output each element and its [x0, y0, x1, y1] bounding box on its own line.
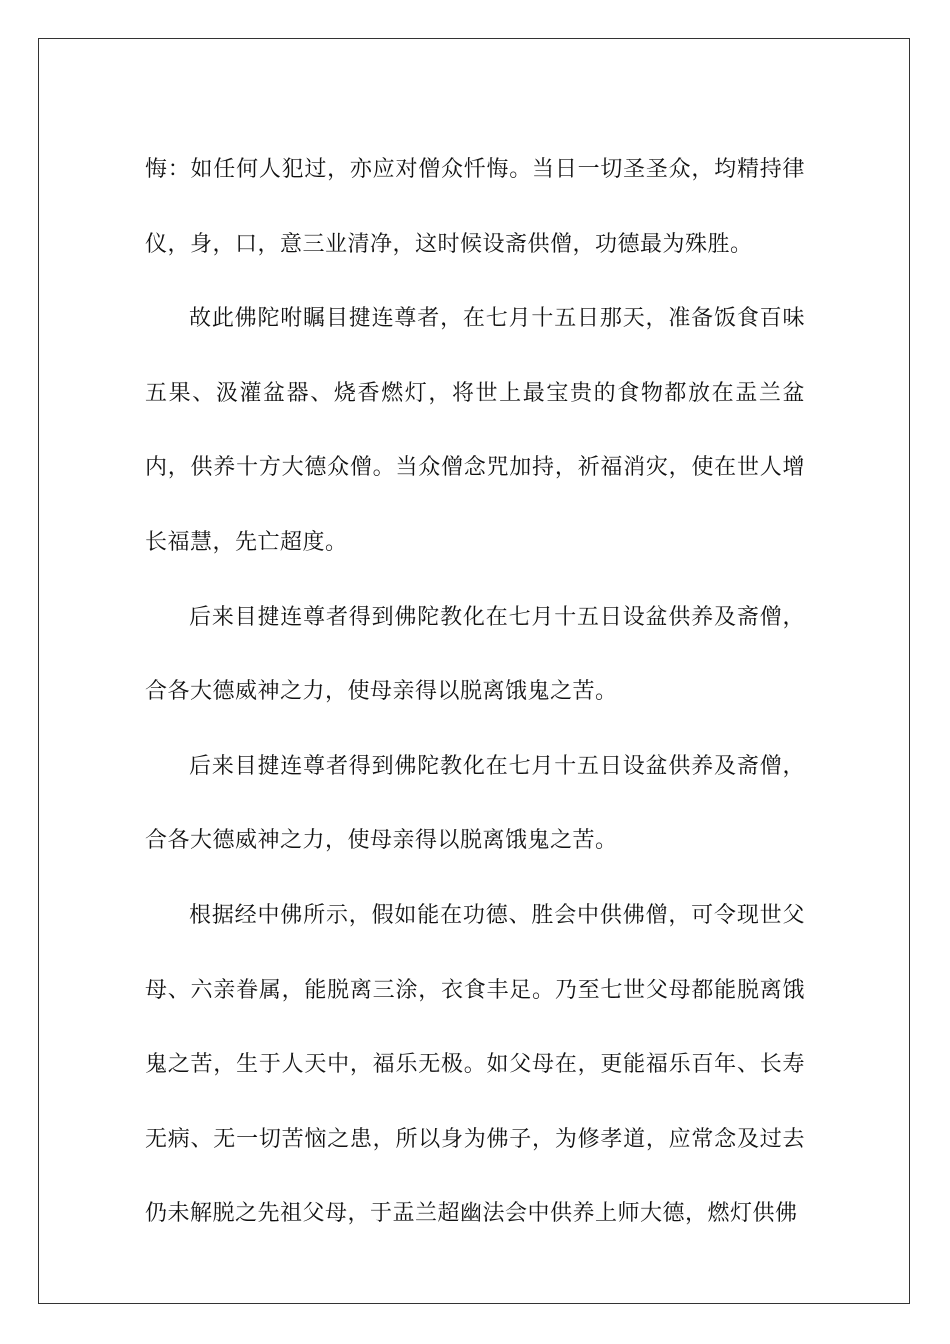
document-body: [145, 133, 805, 1252]
paragraph-2: 故此佛陀咐瞩目揵连尊者，在七月十五日那天，准备饭食百味五果、汲灌盆器、烧香燃灯，将世上最宝贵的食物都放在盂兰盆内，供养十方大德众僧。当众僧念咒加持，祈福消灾，使在世人增长福慧，先亡超度。: [145, 306, 805, 555]
paragraph-5: 根据经中佛所示，假如能在功德、胜会中供佛僧，可令现世父母、六亲眷属，能脱离三涂，衣食丰足。乃至七世父母都能脱离饿鬼之苦，生于人天中，福乐无极。如父母在，更能福乐百年、长寿无病、无一切苦恼之患，所以身为佛子，为修孝道，应常念及过去仍未解脱之先祖父母，于盂兰超幽法会中供养上师大德，燃灯供佛: [145, 902, 805, 1227]
paragraph-3: 后来目揵连尊者得到佛陀教化在七月十五日设盆供养及斋僧，合各大德威神之力，使母亲得以脱离饿鬼之苦。: [145, 604, 805, 705]
paragraph-4: 后来目揵连尊者得到佛陀教化在七月十五日设盆供养及斋僧，合各大德威神之力，使母亲得以脱离饿鬼之苦。: [145, 753, 805, 854]
paragraph-1: 悔：如任何人犯过，亦应对僧众忏悔。当日一切圣圣众，均精持律仪，身，口，意三业清净，这时候设斋供僧，功德最为殊胜。: [145, 157, 805, 257]
